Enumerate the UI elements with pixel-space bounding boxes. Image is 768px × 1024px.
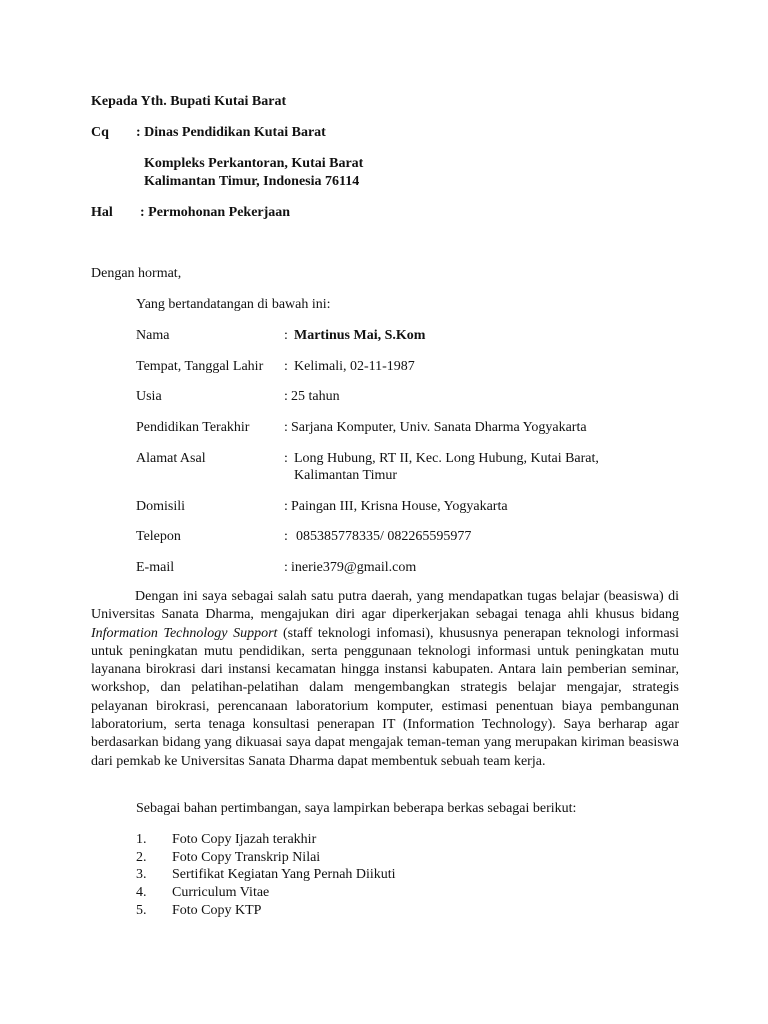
body-italic-term: Information Technology Support bbox=[91, 625, 278, 641]
list-item bbox=[136, 902, 261, 920]
ttl-label: Tempat, Tanggal Lahir bbox=[136, 359, 264, 374]
colon: : bbox=[284, 420, 288, 435]
list-item-number: 4. bbox=[136, 885, 147, 900]
domisili-value: Paingan III, Krisna House, Yogyakarta bbox=[291, 499, 508, 514]
attachments-intro: Sebagai bahan pertimbangan, saya lampirkan beberapa berkas sebagai berikut: bbox=[136, 801, 577, 816]
email-value: inerie379@gmail.com bbox=[291, 560, 417, 575]
list-item-number: 5. bbox=[136, 903, 147, 918]
cq-value: : Dinas Pendidikan Kutai Barat bbox=[136, 125, 326, 140]
usia-value: 25 tahun bbox=[291, 389, 340, 404]
domisili-label: Domisili bbox=[136, 499, 186, 514]
body-paragraph bbox=[91, 588, 679, 771]
usia-label: Usia bbox=[136, 389, 162, 404]
hal-label: Hal bbox=[91, 205, 113, 220]
alamat-value-line-2: Kalimantan Timur bbox=[294, 468, 398, 483]
colon: : bbox=[284, 499, 288, 514]
list-item bbox=[136, 866, 396, 884]
colon: : bbox=[284, 389, 288, 404]
greeting: Dengan hormat, bbox=[91, 266, 182, 281]
list-item bbox=[136, 849, 320, 867]
body-text-part-1: Dengan ini saya sebagai salah satu putra daerah, yang mendapatkan tugas belajar (beasiswa) di Universitas Sanata Dharma, mengajukan diri agar diperkerjakan sebagai tenaga ahli khusus bidang bbox=[91, 589, 679, 623]
ttl-value: Kelimali, 02-11-1987 bbox=[294, 359, 415, 374]
intro-line: Yang bertandatangan di bawah ini: bbox=[136, 297, 331, 312]
list-item-text: Curriculum Vitae bbox=[172, 885, 270, 900]
alamat-label: Alamat Asal bbox=[136, 451, 206, 466]
nama-value: Martinus Mai, S.Kom bbox=[294, 328, 426, 343]
pendidikan-label: Pendidikan Terakhir bbox=[136, 420, 250, 435]
colon: : bbox=[284, 529, 288, 544]
hal-value: : Permohonan Pekerjaan bbox=[140, 205, 291, 220]
list-item-number: 1. bbox=[136, 832, 147, 847]
colon: : bbox=[284, 451, 288, 466]
telepon-value: 085385778335/ 082265595977 bbox=[296, 529, 472, 544]
colon: : bbox=[284, 560, 288, 575]
address-line-2: Kalimantan Timur, Indonesia 76114 bbox=[144, 174, 360, 189]
email-label: E-mail bbox=[136, 560, 175, 575]
body-text-part-2: (staff teknologi infomasi), khususnya penerapan teknologi informasi untuk peningkatan mutu pendidikan, serta penggunaan teknologi informasi untuk peningkatan mutu layanana birokrasi dari instansi kecamatan hingga instansi kabupaten. Antara lain pemberian seminar, workshop, dan pelatihan-pelatihan dalam mengembangkan strategis belajar mengajar, strategis pelayanan birokrasi, perencanaan laboratorium komputer, estimasi penentuan biaya pembangunan laboratorium, serta tenaga konsultasi penerapan IT (Information Technology). Saya berharap agar berdasarkan bidang yang dikuasai saya dapat mengajak teman-teman yang merupakan kiriman beasiswa dari pemkab ke Universitas Sanata Dharma dapat membentuk sebuah team kerja. bbox=[91, 625, 679, 769]
list-item-number: 3. bbox=[136, 867, 147, 882]
list-item-text: Foto Copy KTP bbox=[172, 903, 262, 918]
telepon-label: Telepon bbox=[136, 529, 181, 544]
list-item-text: Sertifikat Kegiatan Yang Pernah Diikuti bbox=[172, 867, 396, 882]
alamat-value-line-1: Long Hubung, RT II, Kec. Long Hubung, Kutai Barat, bbox=[294, 451, 599, 466]
pendidikan-value: Sarjana Komputer, Univ. Sanata Dharma Yogyakarta bbox=[291, 420, 587, 435]
addressee: Kepada Yth. Bupati Kutai Barat bbox=[91, 94, 287, 109]
list-item bbox=[136, 831, 316, 849]
colon: : bbox=[284, 328, 288, 343]
address-line-1: Kompleks Perkantoran, Kutai Barat bbox=[144, 156, 364, 171]
cq-label: Cq bbox=[91, 125, 109, 140]
list-item-number: 2. bbox=[136, 850, 147, 865]
colon: : bbox=[284, 359, 288, 374]
nama-label: Nama bbox=[136, 328, 170, 343]
list-item bbox=[136, 884, 269, 902]
list-item-text: Foto Copy Transkrip Nilai bbox=[172, 850, 321, 865]
list-item-text: Foto Copy Ijazah terakhir bbox=[172, 832, 317, 847]
